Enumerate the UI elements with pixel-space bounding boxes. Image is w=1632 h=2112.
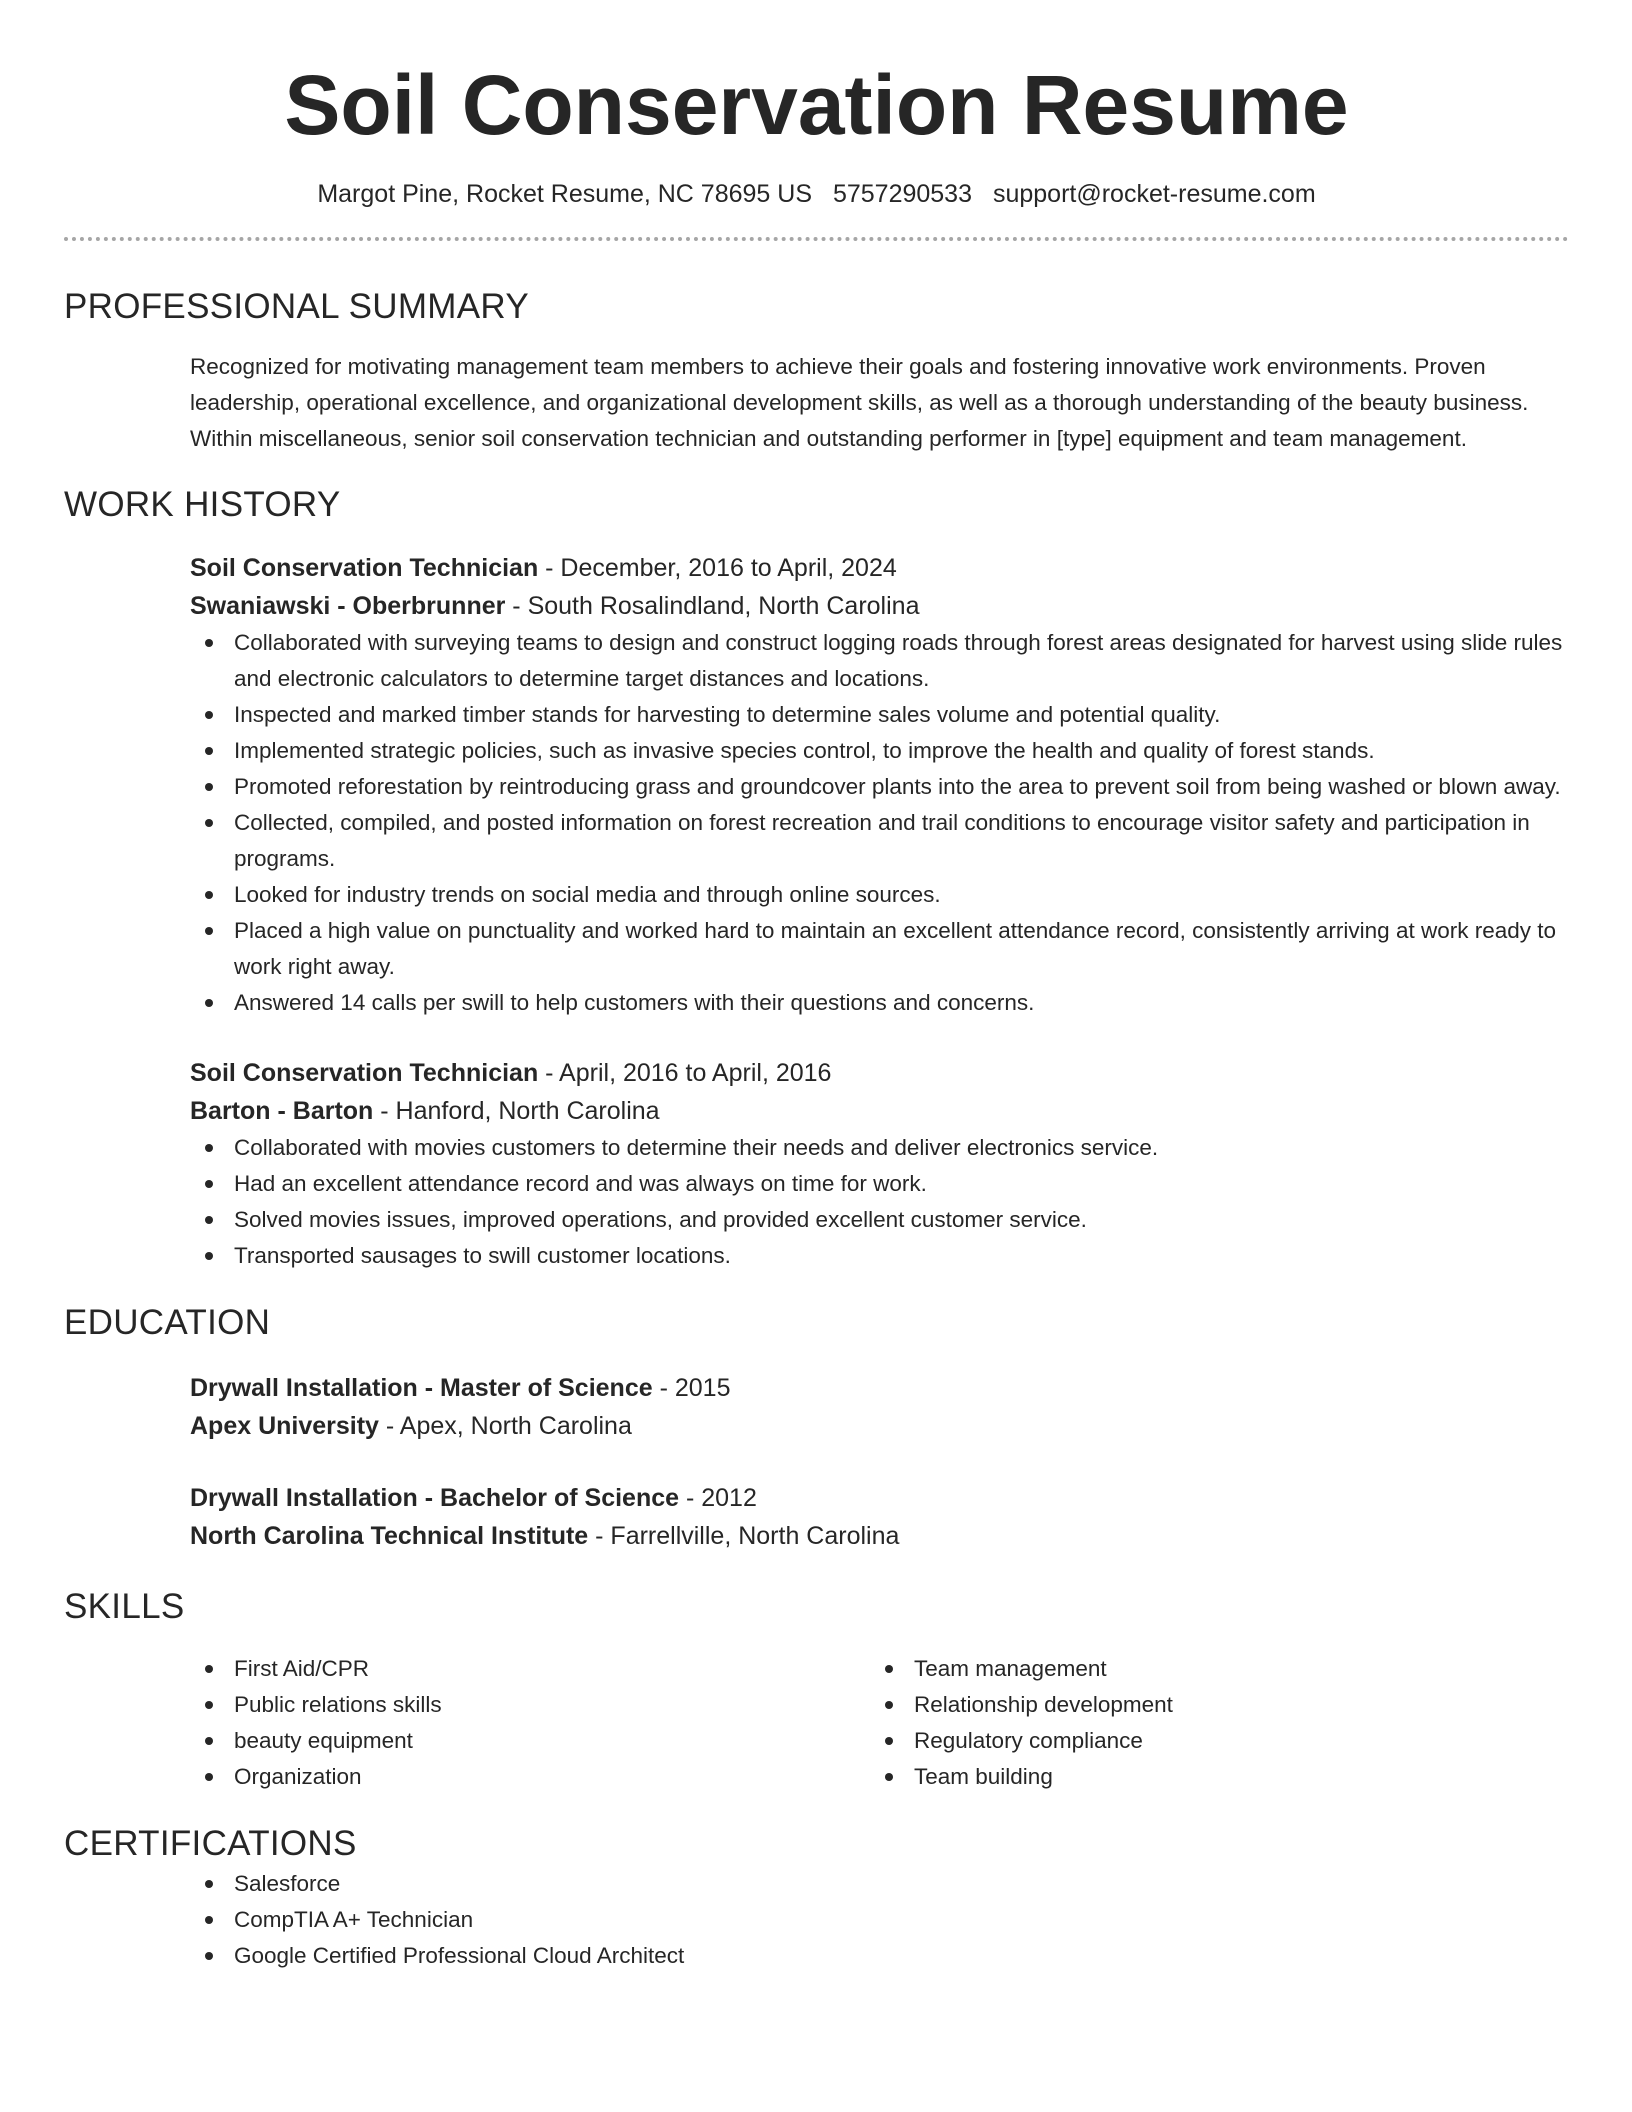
skills-list-left bbox=[190, 1651, 744, 1795]
section-heading-skills: SKILLS bbox=[64, 1587, 185, 1626]
header-divider bbox=[64, 237, 1569, 241]
skill-item: Organization bbox=[190, 1759, 744, 1795]
job-duty: Answered 14 calls per swill to help customers with their questions and concerns. bbox=[190, 985, 1569, 1021]
section-heading-certifications: CERTIFICATIONS bbox=[64, 1824, 357, 1863]
resume-page bbox=[64, 0, 1569, 1974]
skills-columns bbox=[64, 1651, 1569, 1795]
job-dates: - December, 2016 to April, 2024 bbox=[538, 554, 897, 582]
job-company: Swaniawski - Oberbrunner bbox=[190, 592, 506, 620]
job-duty: Transported sausages to swill customer locations. bbox=[190, 1238, 1569, 1274]
skill-item: Regulatory compliance bbox=[870, 1723, 1424, 1759]
job-duties-list bbox=[190, 1130, 1569, 1274]
section-heading-work-history: WORK HISTORY bbox=[64, 485, 341, 524]
job-company-line bbox=[190, 1092, 1569, 1130]
certifications-list bbox=[190, 1866, 1569, 1974]
job-location: - South Rosalindland, North Carolina bbox=[505, 592, 920, 620]
degree-name: Drywall Installation - Bachelor of Science bbox=[190, 1484, 680, 1512]
job-duty: Collaborated with surveying teams to design and construct logging roads through forest areas designated for harvest using slide rules and electronic calculators to determine target distances and locations. bbox=[190, 625, 1569, 697]
job-duty: Collected, compiled, and posted information on forest recreation and trail conditions to encourage visitor safety and participation in programs. bbox=[190, 805, 1569, 877]
degree-year: - 2012 bbox=[679, 1484, 757, 1512]
school-name: North Carolina Technical Institute bbox=[190, 1522, 589, 1550]
job-title-line bbox=[190, 549, 1569, 587]
summary-text: Recognized for motivating management team members to achieve their goals and fostering innovative work environments. Proven leadership, operational excellence, and organizational development skills, as well as a thorough understanding of the beauty business. Within miscellaneous, senior soil conservation technician and outstanding performer in [type] equipment and team management. bbox=[190, 354, 1529, 451]
school-line bbox=[190, 1517, 1569, 1555]
job-location: - Hanford, North Carolina bbox=[373, 1097, 660, 1125]
school-name: Apex University bbox=[190, 1412, 379, 1440]
job-title: Soil Conservation Technician bbox=[190, 1059, 539, 1087]
school-location: - Apex, North Carolina bbox=[378, 1412, 632, 1440]
degree-year: - 2015 bbox=[652, 1374, 731, 1402]
section-heading-summary: PROFESSIONAL SUMMARY bbox=[64, 287, 529, 326]
job-company-line bbox=[190, 587, 1569, 625]
skill-item: Relationship development bbox=[870, 1687, 1424, 1723]
degree-name: Drywall Installation - Master of Science bbox=[190, 1374, 653, 1402]
skill-item: beauty equipment bbox=[190, 1723, 744, 1759]
job-duty: Collaborated with movies customers to determine their needs and deliver electronics service. bbox=[190, 1130, 1569, 1166]
job-duty: Implemented strategic policies, such as invasive species control, to improve the health and quality of forest stands. bbox=[190, 733, 1569, 769]
contact-email: support@rocket-resume.com bbox=[992, 180, 1316, 208]
certification-item: Salesforce bbox=[190, 1866, 1569, 1902]
skill-item: Team management bbox=[870, 1651, 1424, 1687]
job-title-line bbox=[190, 1054, 1569, 1092]
resume-title: Soil Conservation Resume bbox=[284, 58, 1349, 152]
job-duty: Placed a high value on punctuality and worked hard to maintain an excellent attendance record, consistently arriving at work ready to work right away. bbox=[190, 913, 1569, 985]
job-duty: Inspected and marked timber stands for harvesting to determine sales volume and potential quality. bbox=[190, 697, 1569, 733]
job-title: Soil Conservation Technician bbox=[190, 554, 539, 582]
certification-item: Google Certified Professional Cloud Architect bbox=[190, 1938, 1569, 1974]
job-company: Barton - Barton bbox=[190, 1097, 374, 1125]
contact-line bbox=[64, 178, 1569, 210]
job-dates: - April, 2016 to April, 2016 bbox=[538, 1059, 832, 1087]
contact-address: Margot Pine, Rocket Resume, NC 78695 US bbox=[317, 180, 812, 208]
contact-phone: 5757290533 bbox=[832, 180, 972, 208]
degree-line bbox=[190, 1479, 1569, 1517]
job-duties-list bbox=[190, 625, 1569, 1021]
degree-line bbox=[190, 1369, 1569, 1407]
section-heading-education: EDUCATION bbox=[64, 1303, 271, 1342]
school-line bbox=[190, 1407, 1569, 1445]
skill-item: Public relations skills bbox=[190, 1687, 744, 1723]
skill-item: First Aid/CPR bbox=[190, 1651, 744, 1687]
school-location: - Farrellville, North Carolina bbox=[588, 1522, 900, 1550]
job-duty: Looked for industry trends on social media and through online sources. bbox=[190, 877, 1569, 913]
job-duty: Solved movies issues, improved operations, and provided excellent customer service. bbox=[190, 1202, 1569, 1238]
skill-item: Team building bbox=[870, 1759, 1424, 1795]
certification-item: CompTIA A+ Technician bbox=[190, 1902, 1569, 1938]
job-duty: Promoted reforestation by reintroducing grass and groundcover plants into the area to prevent soil from being washed or blown away. bbox=[190, 769, 1569, 805]
job-duty: Had an excellent attendance record and was always on time for work. bbox=[190, 1166, 1569, 1202]
skills-list-right bbox=[870, 1651, 1424, 1795]
